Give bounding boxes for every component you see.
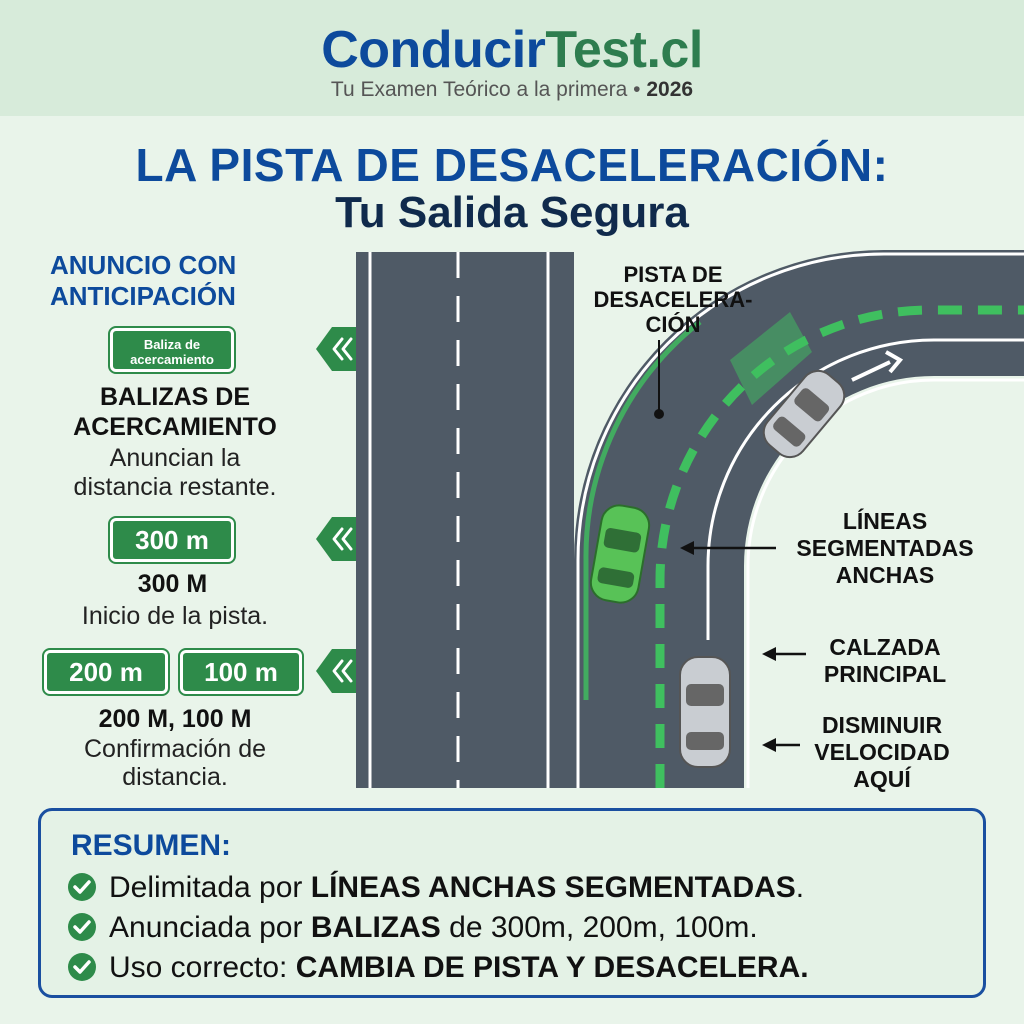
tagline-year: 2026 — [646, 78, 694, 101]
label-200-100: 200 M, 100 M — [98, 705, 252, 733]
balizas-desc-line1: Anuncian la — [109, 444, 241, 472]
page-subtitle: Tu Salida Segura — [335, 188, 689, 237]
lineas-line2: SEGMENTADAS — [796, 535, 974, 561]
calzada-line2: PRINCIPAL — [823, 661, 947, 687]
balizas-title-line2: ACERCAMIENTO — [73, 413, 277, 441]
calzada-line1: CALZADA — [829, 634, 941, 660]
summary-title: RESUMEN: — [71, 829, 232, 862]
pista-line2: DESACELERA- — [593, 287, 753, 312]
summary-box — [38, 808, 986, 998]
sign-small-line2: acercamiento — [130, 352, 214, 367]
disminuir-line2: VELOCIDAD — [814, 739, 950, 765]
desc-200-100-line1: Confirmación de — [83, 735, 267, 763]
car-icon — [680, 657, 730, 767]
summary-row-2 — [67, 911, 758, 945]
lineas-line1: LÍNEAS — [842, 508, 928, 534]
label-300: 300 M — [137, 570, 208, 598]
sign-small-line1: Baliza de — [143, 337, 201, 352]
left-heading-line1: ANUNCIO CON — [50, 250, 237, 280]
row2-bold: BALIZAS — [310, 911, 441, 944]
disminuir-line1: DISMINUIR — [821, 712, 943, 738]
check-circle-icon — [67, 872, 97, 902]
page-title: LA PISTA DE DESACELERACIÓN: — [135, 139, 889, 191]
check-circle-icon — [67, 912, 97, 942]
sign-100m: 100 m — [180, 650, 302, 694]
main-road — [356, 252, 574, 788]
brand-part2: Test.cl — [545, 21, 703, 79]
check-circle-icon — [67, 952, 97, 982]
sign-300m: 300 m — [110, 518, 234, 562]
desc-300: Inicio de la pista. — [81, 602, 269, 630]
label-lineas-segmentadas — [770, 508, 1000, 589]
label-pista-desaceleracion — [578, 262, 768, 337]
disminuir-line3: AQUÍ — [853, 766, 911, 792]
label-calzada-principal — [800, 634, 970, 688]
pista-line1: PISTA DE — [623, 262, 723, 287]
balizas-title-line1: BALIZAS DE — [100, 383, 250, 411]
balizas-desc-line2: distancia restante. — [73, 473, 277, 501]
summary-row-1 — [67, 871, 804, 905]
lineas-line3: ANCHAS — [835, 562, 935, 588]
row3-pre: Uso correcto: — [109, 951, 296, 984]
summary-row-3 — [67, 951, 809, 985]
row2-post: de 300m, 200m, 100m. — [440, 911, 758, 944]
label-disminuir-velocidad — [792, 712, 972, 793]
row2-pre: Anunciada por — [109, 911, 311, 944]
desc-200-100-line2: distancia. — [122, 763, 228, 791]
sign-200m: 200 m — [44, 650, 168, 694]
row1-pre: Delimitada por — [109, 871, 311, 904]
row3-bold: CAMBIA DE PISTA Y DESACELERA. — [295, 951, 809, 984]
pista-line3: CIÓN — [645, 312, 701, 337]
tagline-text: Tu Examen Teórico a la primera • — [330, 78, 647, 101]
row1-post: . — [795, 871, 805, 904]
left-heading-line2: ANTICIPACIÓN — [50, 281, 236, 311]
brand-part1: Conducir — [321, 21, 546, 79]
row1-bold: LÍNEAS ANCHAS SEGMENTADAS — [310, 871, 796, 904]
